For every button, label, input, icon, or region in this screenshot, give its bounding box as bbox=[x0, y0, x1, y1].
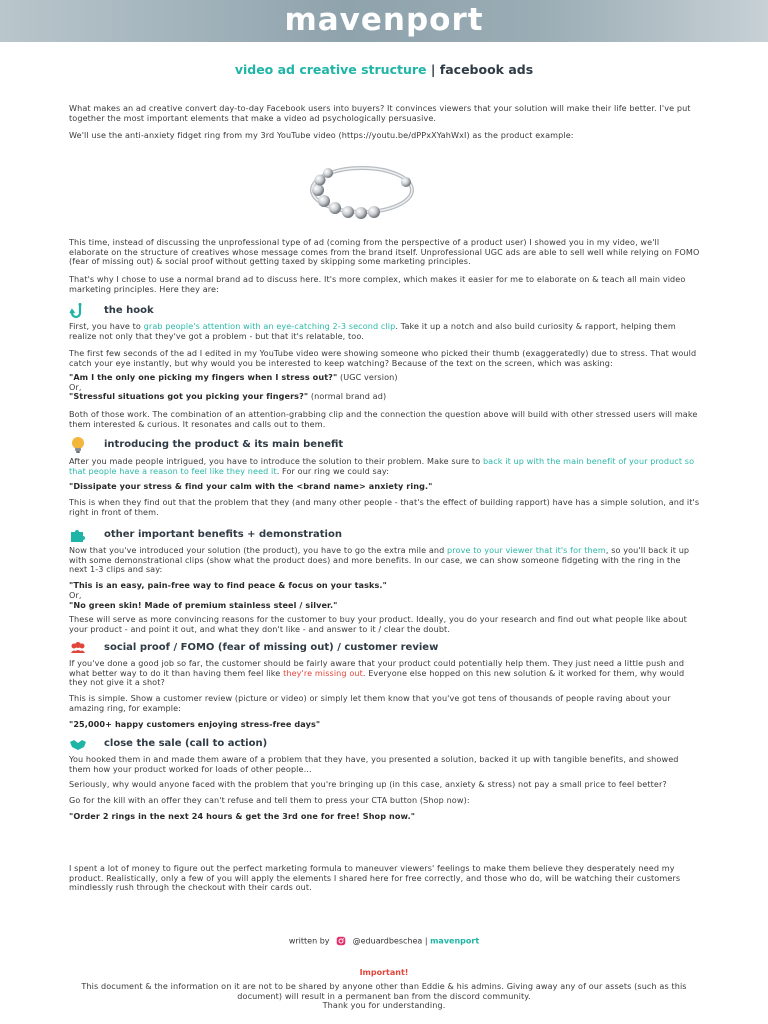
section-title-benefits: other important benefits + demonstration bbox=[104, 529, 342, 540]
section-header-benefits bbox=[69, 526, 700, 544]
section-body-product bbox=[69, 457, 700, 518]
title-part-2: facebook ads bbox=[439, 62, 534, 77]
social-quote-text: "25,000+ happy customers enjoying stress-free days" bbox=[69, 718, 321, 729]
brand-logo: mavenport bbox=[284, 2, 484, 38]
hook-highlight: grab people's attention with an eye-catching 2-3 second clip bbox=[143, 321, 396, 331]
outro-paragraph: I spent a lot of money to figure out the perfect marketing formula to maneuver viewers' feelings to make them believe they desperately need my product. Realistically, only a few of you will apply the elements I shared here for free correctly, and those who do, will be watching their customers mindlessly rush through the checkout with their cards out. bbox=[69, 863, 681, 893]
section-body-social bbox=[69, 659, 700, 729]
social-text-a: If you've done a good job so far, the customer should be fairly aware that your product could potentially help them. They just need a little push and what better way to do it than having them feel like bbox=[69, 658, 685, 678]
benefits-quote-1-text: "This is an easy, pain-free way to find peace & focus on your tasks." bbox=[69, 580, 387, 591]
section-body-close bbox=[69, 755, 700, 822]
fidget-ring-image bbox=[300, 160, 420, 222]
hook-text-b: . Take it up a notch and also build curiosity & rapport, helping them realize not only that they've got a problem - but that it's relatable, too. bbox=[69, 321, 676, 341]
section-body-benefits bbox=[69, 546, 700, 635]
social-paragraph-2: This is simple. Show a customer review (picture or video) or simply let them know that you've got tens of thousands of people raving about your amazing ring, for example: bbox=[69, 693, 671, 713]
section-title-hook: the hook bbox=[104, 305, 154, 316]
section-header-hook bbox=[69, 302, 700, 320]
benefits-quote-2 bbox=[69, 601, 700, 611]
notice-thanks: Thank you for understanding. bbox=[322, 1000, 446, 1011]
close-quote bbox=[69, 812, 700, 822]
title-separator: | bbox=[426, 62, 440, 77]
benefits-paragraph-1 bbox=[69, 546, 700, 575]
hook-quote-2 bbox=[69, 392, 700, 402]
hook-paragraph-1 bbox=[69, 322, 700, 341]
intro-block bbox=[69, 104, 700, 141]
benefits-highlight: prove to your viewer that it's for them bbox=[447, 545, 606, 555]
written-by-label: written by bbox=[288, 936, 330, 946]
product-quote-text: "Dissipate your stress & find your calm with the <brand name> anxiety ring." bbox=[69, 481, 433, 492]
hook-text-a: First, you have to bbox=[69, 321, 144, 331]
context-paragraph-2: That's why I chose to use a normal brand ad to discuss here. It's more complex, which makes it easier for me to elaborate on & teach all main video marketing principles. Here they are: bbox=[69, 274, 686, 294]
hook-quote-1-text: "Am I the only one picking my fingers when I stress out?" bbox=[69, 371, 338, 382]
social-highlight: they're missing out bbox=[283, 667, 363, 678]
outro-block bbox=[69, 864, 700, 893]
product-quote bbox=[69, 482, 700, 492]
author-handle[interactable]: @eduardbeschea bbox=[352, 936, 423, 946]
product-highlight: back it up with the main benefit of your product so that people have a reason to feel like they need it bbox=[69, 456, 695, 476]
social-paragraph-1 bbox=[69, 659, 700, 688]
benefits-quote-2-text: "No green skin! Made of premium stainless steel / silver." bbox=[69, 599, 338, 610]
product-text-a: After you made people intrigued, you have to introduce the solution to their problem. Make sure to bbox=[69, 456, 483, 466]
instagram-icon bbox=[334, 936, 348, 946]
written-by-line bbox=[0, 936, 768, 946]
hook-quote-2-text: "Stressful situations got you picking your fingers?" bbox=[69, 391, 309, 402]
context-paragraph-1: This time, instead of discussing the unprofessional type of ad (coming from the perspective of a product user) I showed you in my video, we'll elaborate on the structure of creatives whose message comes from the brand itself. Unprofessional UGC ads are able to sell well while relying on FOMO (fear of missing out) & social proof without getting taxed by skipping some marketing principles. bbox=[69, 237, 700, 267]
hook-quote-2-note: (normal brand ad) bbox=[308, 391, 387, 402]
close-paragraph-3: Go for the kill with an offer they can't refuse and tell them to press your CTA button (Shop now): bbox=[69, 795, 470, 806]
intro-paragraph-2: We'll use the anti-anxiety fidget ring from my 3rd YouTube video (https://youtu.be/dPPxXYahWxI) as the product example: bbox=[69, 130, 574, 141]
lightbulb-icon bbox=[69, 436, 87, 454]
section-body-hook bbox=[69, 322, 700, 429]
benefits-text-b: , so you'll back it up with some demonstrational clips (show what the product does) and more benefits. In our case, we can show someone fidgeting with the ring in the next 1-3 clips and say: bbox=[69, 545, 690, 575]
product-paragraph-1 bbox=[69, 457, 700, 476]
hook-quote-1 bbox=[69, 373, 700, 383]
puzzle-icon bbox=[69, 526, 87, 544]
fishing-hook-icon bbox=[69, 302, 87, 320]
notice-block bbox=[64, 982, 704, 1011]
hook-quote-1-note: (UGC version) bbox=[337, 371, 398, 382]
benefits-quote-1 bbox=[69, 581, 700, 591]
hook-paragraph-3: Both of those work. The combination of an attention-grabbing clip and the connection the question above will build with other stressed users will make them interested & curious. It resonates and calls out to them. bbox=[69, 408, 698, 429]
section-header-product bbox=[69, 436, 700, 454]
important-label: Important! bbox=[359, 968, 409, 977]
benefits-or: Or, bbox=[69, 589, 82, 600]
product-text-b: . For our ring we could say: bbox=[276, 465, 390, 476]
people-icon bbox=[69, 639, 87, 657]
section-header-social bbox=[69, 639, 700, 657]
product-paragraph-2: This is when they find out that the problem that they (and many other people - that's the effect of building rapport) have has a simple solution, and it's right in front of them. bbox=[69, 497, 700, 517]
benefits-text-a: Now that you've introduced your solution (the product), you have to go the extra mile and bbox=[69, 545, 448, 555]
section-title-social: social proof / FOMO (fear of missing out) / customer review bbox=[104, 642, 439, 653]
intro-paragraph-1: What makes an ad creative convert day-to-day Facebook users into buyers? It convinces viewers that your solution will make their life better. I've put together the most important elements that make a video ad psychologically persuasive. bbox=[69, 103, 691, 123]
document-title bbox=[0, 62, 768, 77]
close-paragraph-2: Seriously, why would anyone faced with the problem that you're bringing up (in this case, anxiety & stress) not pay a small price to feel better? bbox=[69, 779, 667, 790]
title-part-1: video ad creative structure bbox=[234, 62, 427, 77]
notice-paragraph: This document & the information on it are not to be shared by anyone other than Eddie & his admins. Giving away any of our assets (such as this document) will result in a permanent ban from the discord community. bbox=[81, 981, 687, 1001]
hook-or: Or, bbox=[69, 381, 82, 392]
section-header-close bbox=[69, 735, 700, 753]
social-text-b: . Everyone else hopped on this new solution & it worked for them, why would they not give it a shot? bbox=[69, 667, 685, 688]
section-title-close: close the sale (call to action) bbox=[104, 738, 268, 749]
footer-separator: | bbox=[422, 936, 431, 946]
close-paragraph-1: You hooked them in and made them aware of a problem that they have, you presented a solution, backed it up with tangible benefits, and showed them how your product worked for loads of other people... bbox=[69, 754, 679, 774]
header-banner bbox=[0, 0, 768, 42]
context-block bbox=[69, 238, 700, 295]
close-quote-text: "Order 2 rings in the next 24 hours & get the 3rd one for free! Shop now." bbox=[69, 810, 416, 821]
footer-brand: mavenport bbox=[430, 936, 480, 946]
hook-paragraph-2: The first few seconds of the ad I edited in my YouTube video were showing someone who picked their thumb (exaggeratedly) due to stress. That would catch your eye instantly, but why would you be interested to keep watching? Because of the text on the screen, which was asking: bbox=[69, 348, 697, 369]
benefits-paragraph-2: These will serve as more convincing reasons for the customer to buy your product. Ideally, you do your research and find out what people like about your product - and point it out, and what they don't like - and answer to it / clear the doubt. bbox=[69, 614, 687, 634]
social-quote bbox=[69, 720, 700, 730]
handshake-icon bbox=[69, 735, 87, 753]
section-title-product: introducing the product & its main benefit bbox=[104, 439, 344, 450]
